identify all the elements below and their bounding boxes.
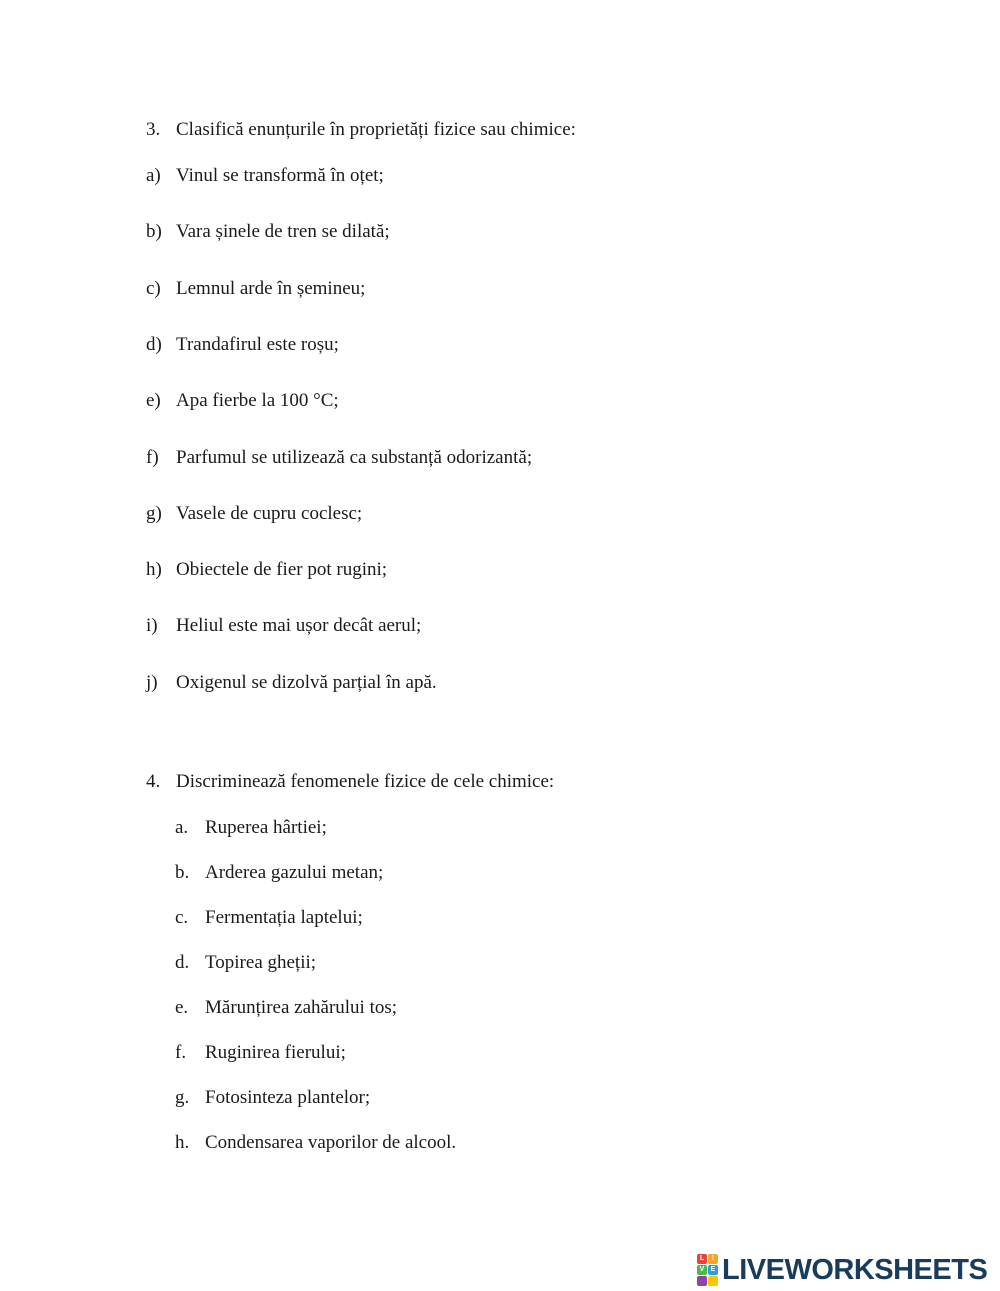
liveworksheets-logo-text: LIVEWORKSHEETS [722, 1254, 988, 1286]
q3-item-marker: j) [146, 671, 158, 693]
q4-item-marker: d. [175, 952, 190, 973]
q3-title: Clasifică enunțurile în proprietăți fizice sau chimice: [176, 119, 576, 140]
q4-item-marker: e. [175, 997, 189, 1018]
q3-item-text: Vinul se transformă în oțet; [176, 165, 384, 186]
q3-item-text: Oxigenul se dizolvă parțial în apă. [176, 671, 437, 693]
q3-item-text: Vasele de cupru coclesc; [176, 502, 363, 524]
q4-item-marker: f. [175, 1042, 187, 1063]
q3-item-marker: f) [146, 446, 159, 468]
q3-item-text: Obiectele de fier pot rugini; [176, 559, 388, 581]
logo-mark-tile [708, 1276, 718, 1286]
q4-item-text: Ruginirea fierului; [205, 1042, 346, 1063]
q3-item-text: Lemnul arde în șemineu; [176, 277, 366, 299]
q4-item-text: Mărunțirea zahărului tos; [205, 997, 398, 1018]
q4-item-text: Arderea gazului metan; [205, 862, 384, 883]
q4-title: Discriminează fenomenele fizice de cele chimice: [176, 771, 555, 792]
q4-item-marker: g. [175, 1087, 190, 1108]
q4-item-marker: h. [175, 1132, 190, 1153]
q4-item-marker: a. [175, 817, 189, 838]
q4-number: 4. [146, 771, 161, 792]
q3-item-text: Vara șinele de tren se dilată; [176, 221, 390, 243]
q4-item-text: Condensarea vaporilor de alcool. [205, 1132, 457, 1153]
q4-item-text: Fermentația laptelui; [205, 907, 363, 928]
q3-item-marker: b) [146, 221, 162, 243]
q3-number: 3. [146, 119, 161, 140]
q4-item-text: Topirea gheții; [205, 952, 317, 973]
q3-item-marker: h) [146, 559, 162, 581]
logo-mark-tile: V [697, 1265, 707, 1275]
logo-mark-tile: L [697, 1254, 707, 1264]
q4-item-marker: c. [175, 907, 189, 928]
q4-item-text: Fotosinteza plantelor; [205, 1087, 371, 1108]
liveworksheets-logo-icon [697, 1254, 718, 1286]
logo-mark-tile [697, 1276, 707, 1286]
liveworksheets-logo [697, 1255, 987, 1285]
q3-item-text: Trandafirul este roșu; [176, 333, 339, 355]
q3-item-marker: e) [146, 390, 161, 412]
q4-item-text: Ruperea hârtiei; [205, 817, 327, 838]
logo-mark-tile: E [708, 1265, 718, 1275]
q3-item-marker: g) [146, 502, 162, 524]
q3-item-text: Heliul este mai ușor decât aerul; [176, 615, 422, 637]
q3-item-marker: i) [146, 615, 158, 637]
q3-item-text: Parfumul se utilizează ca substanță odorizantă; [176, 446, 533, 468]
q3-item-marker: c) [146, 277, 161, 299]
logo-mark-tile: I [708, 1254, 718, 1264]
q4-item-marker: b. [175, 862, 190, 883]
q3-item-marker: d) [146, 333, 162, 355]
q3-item-marker: a) [146, 165, 161, 186]
q3-item-text: Apa fierbe la 100 °C; [176, 390, 339, 412]
